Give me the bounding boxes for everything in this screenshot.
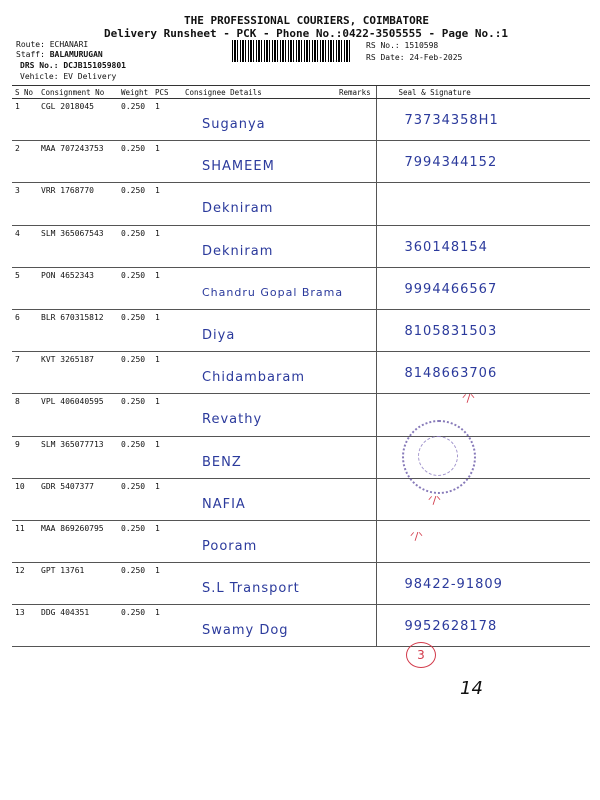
consignee-handwriting: Chidambaram — [202, 370, 306, 386]
row-sno: 9 — [12, 436, 38, 478]
row-pcs: 1 — [152, 436, 182, 478]
row-remarks — [336, 183, 376, 225]
staff-line — [16, 50, 103, 59]
row-pcs: 1 — [152, 605, 182, 647]
signature-handwriting: 8148663706 — [404, 366, 498, 382]
signature-handwriting: 360148154 — [404, 239, 488, 255]
consignee-handwriting: Dekniram — [202, 201, 274, 217]
table-row — [12, 605, 590, 647]
row-signature — [376, 394, 590, 436]
row-consignee — [182, 225, 336, 267]
signature-handwriting: 9994466567 — [404, 281, 498, 297]
row-remarks — [336, 99, 376, 141]
row-signature — [376, 605, 590, 647]
barcode — [232, 40, 350, 62]
col-weight: Weight — [118, 86, 152, 99]
runsheet-title: Delivery Runsheet - PCK - Phone No.:0422-3505555 - Page No.:1 — [104, 27, 508, 40]
consignee-handwriting: Suganya — [202, 117, 266, 132]
row-consignment: DDG 404351 — [38, 605, 118, 647]
row-sno: 8 — [12, 394, 38, 436]
row-sno: 11 — [12, 520, 38, 562]
row-consignment: CGL 2018045 — [38, 99, 118, 141]
row-consignment: SLM 365077713 — [38, 436, 118, 478]
signature-handwriting: 7994344152 — [404, 155, 498, 171]
row-sno: 4 — [12, 225, 38, 267]
red-mark: ᐟ/ᐠ — [428, 494, 442, 507]
row-sno: 1 — [12, 99, 38, 141]
table-header-row — [12, 86, 590, 99]
row-pcs: 1 — [152, 183, 182, 225]
consignee-handwriting: S.L Transport — [202, 581, 300, 597]
red-mark: ᐟ/ᐠ — [462, 392, 476, 405]
row-consignment: MAA 707243753 — [38, 141, 118, 183]
row-pcs: 1 — [152, 563, 182, 605]
table-row — [12, 436, 590, 478]
row-sno: 13 — [12, 605, 38, 647]
row-pcs: 1 — [152, 478, 182, 520]
row-consignment: VPL 406040595 — [38, 394, 118, 436]
row-signature — [376, 225, 590, 267]
row-weight: 0.250 — [118, 605, 152, 647]
consignee-handwriting: BENZ — [202, 454, 242, 470]
row-remarks — [336, 520, 376, 562]
table-row — [12, 352, 590, 394]
row-signature — [376, 99, 590, 141]
row-weight: 0.250 — [118, 520, 152, 562]
row-pcs: 1 — [152, 520, 182, 562]
row-signature — [376, 478, 590, 520]
staff-name: BALAMURUGAN — [49, 50, 103, 59]
signature-handwriting: 73734358H1 — [404, 113, 499, 128]
row-remarks — [336, 436, 376, 478]
row-signature — [376, 309, 590, 351]
row-weight: 0.250 — [118, 436, 152, 478]
row-remarks — [336, 309, 376, 351]
row-weight: 0.250 — [118, 478, 152, 520]
row-weight: 0.250 — [118, 309, 152, 351]
row-sno: 3 — [12, 183, 38, 225]
row-weight: 0.250 — [118, 183, 152, 225]
row-sno: 6 — [12, 309, 38, 351]
row-signature — [376, 141, 590, 183]
row-remarks — [336, 478, 376, 520]
row-remarks — [336, 605, 376, 647]
table-row — [12, 309, 590, 351]
row-consignee — [182, 267, 344, 309]
row-weight: 0.250 — [118, 141, 152, 183]
row-remarks — [336, 267, 376, 309]
consignee-handwriting: Revathy — [202, 412, 263, 428]
consignee-handwriting: Dekniram — [202, 243, 274, 259]
row-consignment: GDR 5407377 — [38, 478, 118, 520]
col-remarks: Remarks — [336, 86, 376, 99]
row-consignment: VRR 1768770 — [38, 183, 118, 225]
table-row — [12, 267, 590, 309]
row-consignee — [182, 605, 336, 647]
rs-number: RS No.: 1510598 — [366, 41, 439, 50]
consignee-handwriting: SHAMEEM — [202, 159, 275, 175]
table-row — [12, 478, 590, 520]
row-consignment: BLR 670315812 — [38, 309, 118, 351]
row-remarks — [336, 563, 376, 605]
runsheet-table — [12, 85, 590, 647]
row-pcs: 1 — [152, 352, 182, 394]
bottom-mark: 14 — [460, 678, 483, 699]
row-consignee — [182, 520, 336, 562]
row-remarks — [336, 141, 376, 183]
row-sno: 2 — [12, 141, 38, 183]
row-pcs: 1 — [152, 267, 182, 309]
table-row — [12, 225, 590, 267]
consignee-handwriting: Pooram — [202, 538, 258, 554]
table-row — [12, 563, 590, 605]
consignee-handwriting: Diya — [202, 327, 236, 343]
signature-handwriting: 8105831503 — [404, 323, 498, 339]
row-remarks — [336, 394, 376, 436]
table-row — [12, 394, 590, 436]
row-sno: 7 — [12, 352, 38, 394]
row-consignment: GPT 13761 — [38, 563, 118, 605]
row-pcs: 1 — [152, 394, 182, 436]
row-consignment: MAA 869260795 — [38, 520, 118, 562]
col-sno: S No — [12, 86, 38, 99]
signature-handwriting: 98422-91809 — [404, 577, 503, 593]
row-consignee — [182, 183, 336, 225]
table-row — [12, 141, 590, 183]
table-row — [12, 99, 590, 141]
row-signature — [376, 267, 590, 309]
row-consignee — [182, 352, 336, 394]
circled-count: 3 — [406, 642, 436, 668]
route-label: Route: ECHANARI — [16, 40, 89, 49]
row-sno: 10 — [12, 478, 38, 520]
row-consignee — [182, 309, 336, 351]
consignee-handwriting: NAFIA — [202, 496, 246, 512]
drs-number: DRS No.: DCJB151059801 — [20, 61, 126, 70]
row-signature — [376, 352, 590, 394]
col-signature: Seal & Signature — [376, 86, 590, 99]
row-pcs: 1 — [152, 225, 182, 267]
row-consignee — [182, 99, 336, 141]
table-row — [12, 183, 590, 225]
signature-handwriting: 9952628178 — [404, 619, 498, 635]
rs-date: RS Date: 24-Feb-2025 — [366, 53, 463, 62]
consignee-handwriting: Swamy Dog — [202, 623, 289, 639]
row-signature — [376, 563, 590, 605]
row-consignee — [182, 478, 336, 520]
row-consignee — [182, 563, 336, 605]
row-sno: 12 — [12, 563, 38, 605]
row-signature — [376, 520, 590, 562]
row-weight: 0.250 — [118, 267, 152, 309]
table-row — [12, 520, 590, 562]
row-consignment: SLM 365067543 — [38, 225, 118, 267]
red-mark: ᐟ/ᐠ — [410, 530, 424, 543]
row-consignee — [182, 436, 336, 478]
row-weight: 0.250 — [118, 352, 152, 394]
row-weight: 0.250 — [118, 394, 152, 436]
row-weight: 0.250 — [118, 563, 152, 605]
staff-label: Staff: — [16, 50, 50, 59]
vehicle-label: Vehicle: EV Delivery — [20, 72, 117, 81]
consignee-handwriting: Chandru Gopal Brama — [202, 285, 344, 299]
row-sno: 5 — [12, 267, 38, 309]
col-consignee: Consignee Details — [182, 86, 336, 99]
row-signature — [376, 183, 590, 225]
col-consignment: Consignment No — [38, 86, 118, 99]
seal-stamp — [402, 420, 476, 494]
row-remarks — [336, 225, 376, 267]
row-consignee — [182, 394, 336, 436]
row-weight: 0.250 — [118, 225, 152, 267]
row-pcs: 1 — [152, 99, 182, 141]
row-pcs: 1 — [152, 141, 182, 183]
row-weight: 0.250 — [118, 99, 152, 141]
company-title: THE PROFESSIONAL COURIERS, COIMBATORE — [184, 14, 430, 27]
row-pcs: 1 — [152, 309, 182, 351]
row-remarks — [336, 352, 376, 394]
row-consignment: PON 4652343 — [38, 267, 118, 309]
row-consignee — [182, 141, 336, 183]
row-consignment: KVT 3265187 — [38, 352, 118, 394]
col-pcs: PCS — [152, 86, 182, 99]
